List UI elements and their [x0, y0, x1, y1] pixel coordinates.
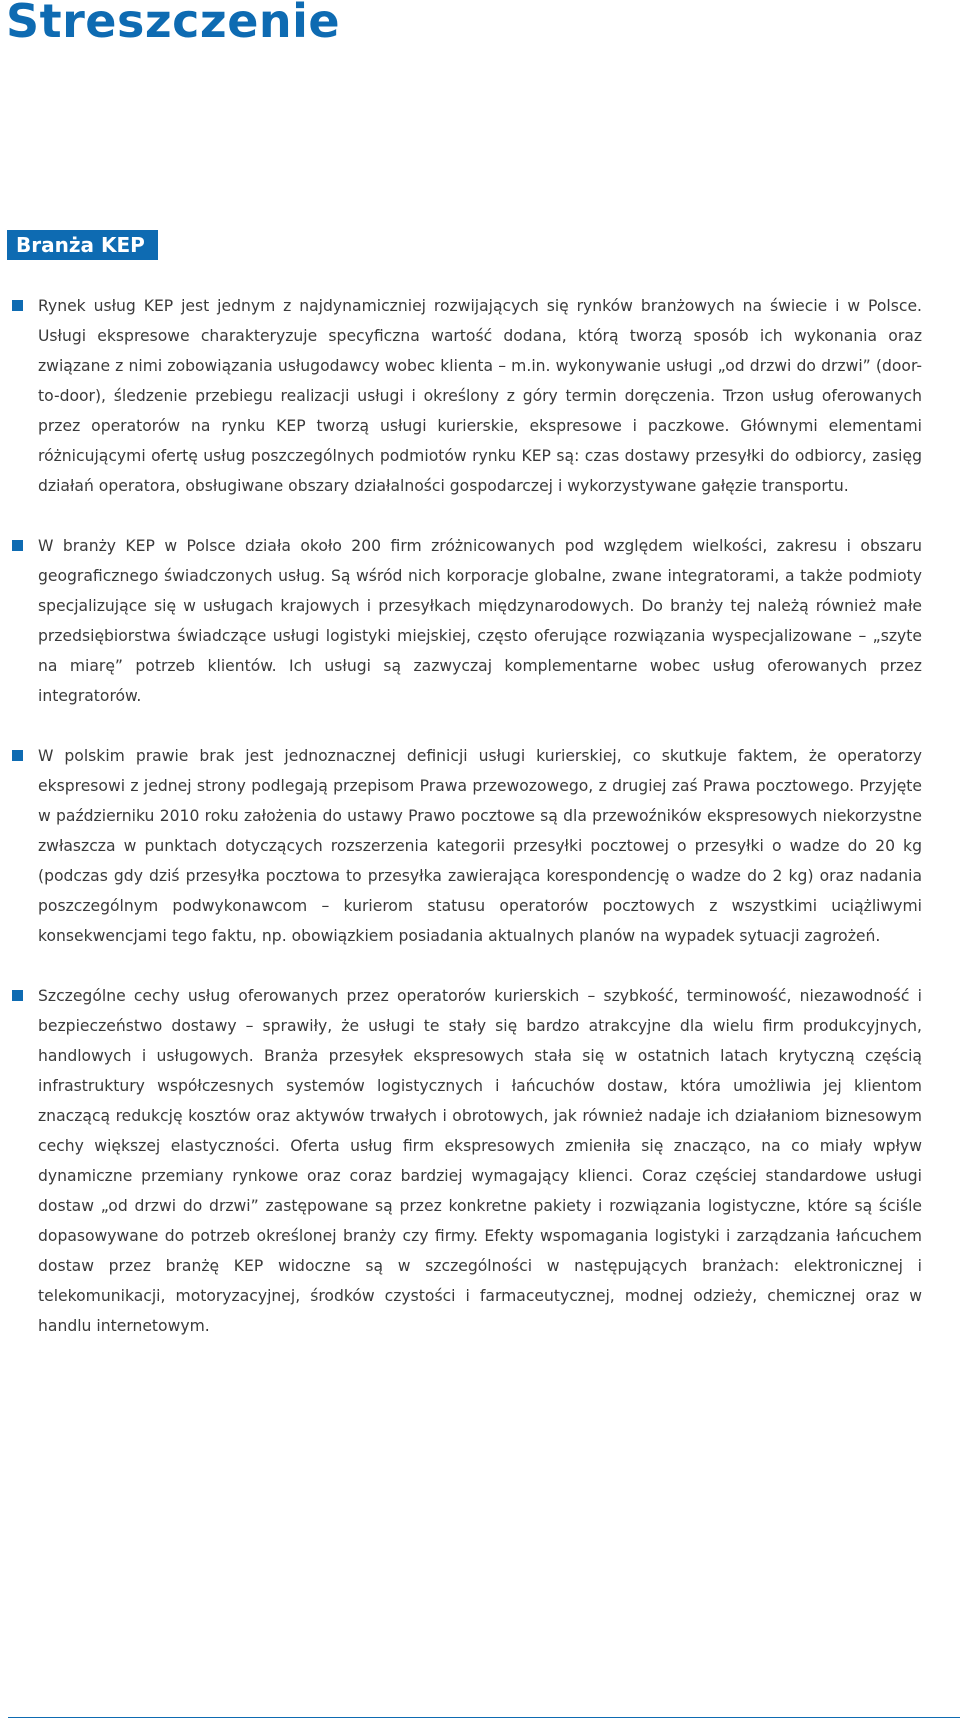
bullet-paragraph [0, 741, 922, 951]
paragraph-text: Rynek usług KEP jest jednym z najdynamiczniej rozwijających się rynków branżowych na świecie i w Polsce. Usługi ekspresowe charakteryzuje specyficzna wartość dodana, którą tworzą sposób ich wykonania oraz związane z nimi zobowiązania usługodawcy wobec klienta – m.in. wykonywanie usługi „od drzwi do drzwi” (door-to-door), śledzenie przebiegu realizacji usługi i określony z góry termin doręczenia. Trzon usług oferowanych przez operatorów na rynku KEP tworzą usługi kurierskie, ekspresowe i paczkowe. Głównymi elementami różnicującymi ofertę usług poszczególnych podmiotów rynku KEP są: czas dostawy przesyłki do odbiorcy, zasięg działań operatora, obsługiwane obszary działalności gospodarczej i wykorzystywane gałęzie transportu. [38, 297, 922, 495]
paragraph-text: W polskim prawie brak jest jednoznacznej definicji usługi kurierskiej, co skutkuje faktem, że operatorzy ekspresowi z jednej strony podlegają przepisom Prawa przewozowego, z drugiej zaś Prawa pocztowego. Przyjęte w październiku 2010 roku założenia do ustawy Prawo pocztowe są dla przewoźników ekspresowych niekorzystne zwłaszcza w punktach dotyczących rozszerzenia kategorii przesyłki pocztowej o przesyłki o wadze do 20 kg (podczas gdy dziś przesyłka pocztowa to przesyłka zawierająca korespondencję o wadze do 2 kg) oraz nadania poszczególnym podwykonawcom – kurierom statusu operatorów pocztowych z wszystkimi uciążliwymi konsekwencjami tego faktu, np. obowiązkiem posiadania aktualnych planów na wypadek sytuacji zagrożeń. [38, 747, 922, 945]
bottom-divider [8, 1717, 960, 1718]
paragraph-text: W branży KEP w Polsce działa około 200 firm zróżnicowanych pod względem wielkości, zakresu i obszaru geograficznego świadczonych usług. Są wśród nich korporacje globalne, zwane integratorami, a także podmioty specjalizujące się w usługach krajowych i przesyłkach międzynarodowych. Do branży tej należą również małe przedsiębiorstwa świadczące usługi logistyki miejskiej, często oferujące rozwiązania wyspecjalizowane – „szyte na miarę” potrzeb klientów. Ich usługi są zazwyczaj komplementarne wobec usług oferowanych przez integratorów. [38, 537, 922, 705]
square-bullet-icon [12, 300, 23, 311]
section-heading: Branża KEP [7, 230, 158, 260]
bullet-paragraph [0, 981, 922, 1341]
bullet-paragraph [0, 531, 922, 711]
page-title: Streszczenie [6, 0, 341, 48]
square-bullet-icon [12, 540, 23, 551]
square-bullet-icon [12, 990, 23, 1001]
square-bullet-icon [12, 750, 23, 761]
bullet-list [0, 291, 960, 1371]
paragraph-text: Szczególne cechy usług oferowanych przez operatorów kurierskich – szybkość, terminowość, niezawodność i bezpieczeństwo dostawy – sprawiły, że usługi te stały się bardzo atrakcyjne dla wielu firm produkcyjnych, handlowych i usługowych. Branża przesyłek ekspresowych stała się w ostatnich latach krytyczną częścią infrastruktury współczesnych systemów logistycznych i łańcuchów dostaw, która umożliwia jej klientom znaczącą redukcję kosztów oraz aktywów trwałych i obrotowych, jak również nadaje ich działaniom biznesowym cechy większej elastyczności. Oferta usług firm ekspresowych zmieniła się znacząco, na co miały wpływ dynamiczne przemiany rynkowe oraz coraz bardziej wymagający klienci. Coraz częściej standardowe usługi dostaw „od drzwi do drzwi” zastępowane są przez konkretne pakiety i rozwiązania logistyczne, które są ściśle dopasowywane do potrzeb określonej branży czy firmy. Efekty wspomagania logistyki i zarządzania łańcuchem dostaw przez branżę KEP widoczne są w szczególności w następujących branżach: elektronicznej i telekomunikacji, motoryzacyjnej, środków czystości i farmaceutycznej, modnej odzieży, chemicznej oraz w handlu internetowym. [38, 987, 922, 1335]
bullet-paragraph [0, 291, 922, 501]
